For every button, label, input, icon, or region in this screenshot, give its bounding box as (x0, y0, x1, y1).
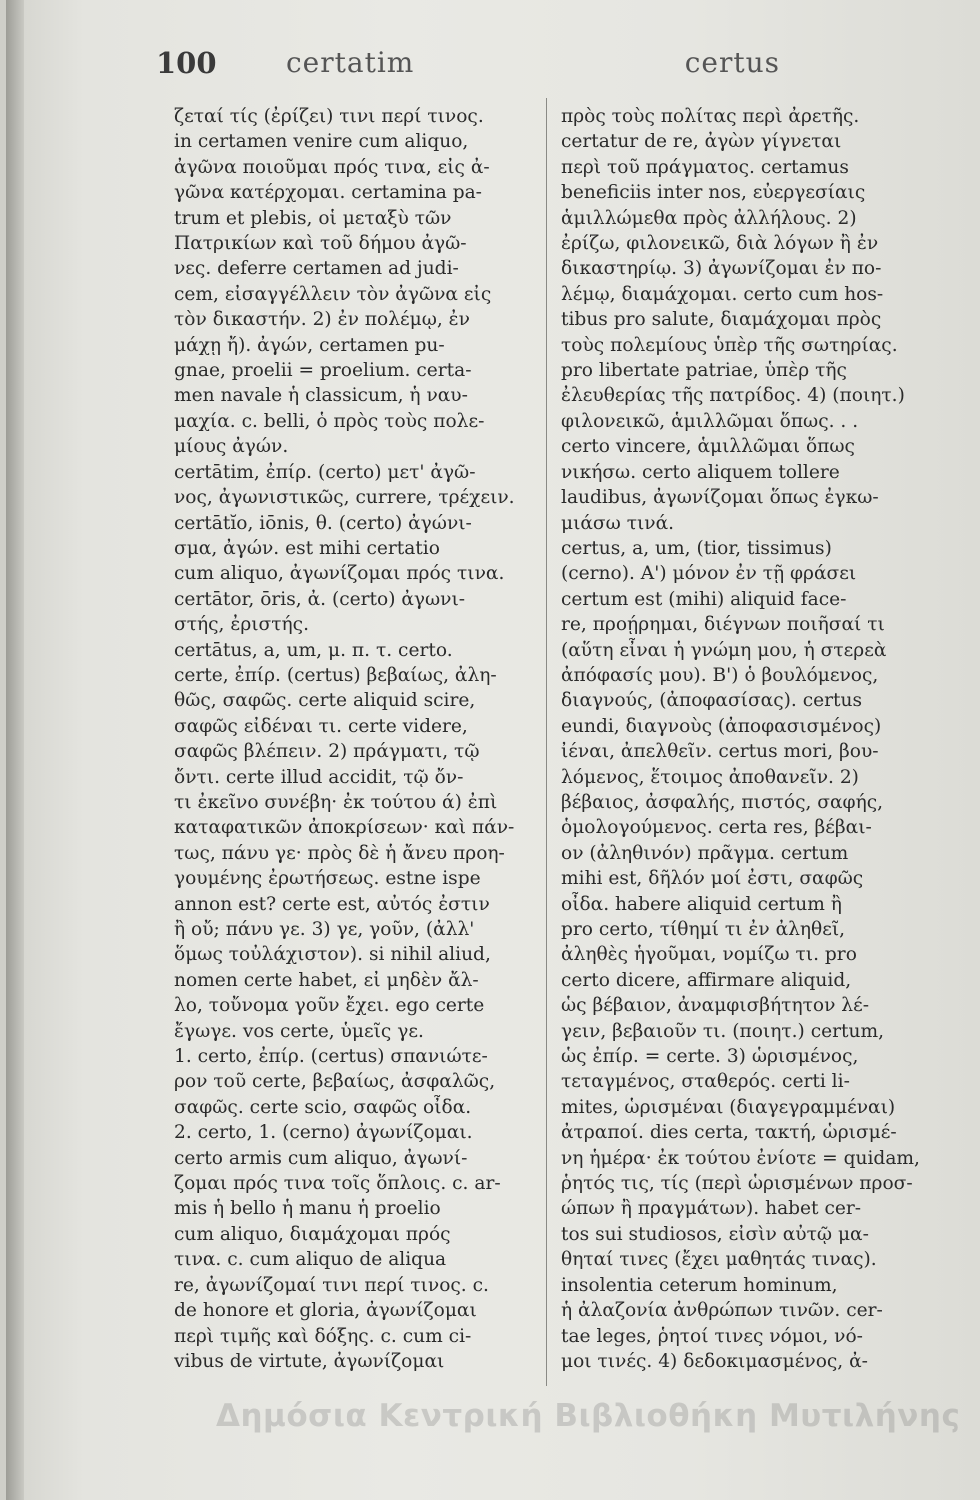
text-line: certo armis cum aliquo, ἀγωνί- (174, 1147, 468, 1169)
text-line: θηταί τινες (ἔχει μαθητάς τινας). (561, 1249, 877, 1271)
text-line: 2. certo, 1. (cerno) ἀγωνίζομαι. (174, 1122, 473, 1144)
text-line: pro libertate patriae, ὑπὲρ τῆς (561, 360, 847, 382)
text-line: γῶνα κατέρχομαι. certamina pa- (174, 182, 482, 204)
text-line: νες. deferre certamen ad judi- (174, 258, 459, 280)
text-line: certatur de re, ἀγὼν γίγνεται (561, 131, 842, 153)
text-line: certātim, ἐπίρ. (certo) μετ' ἀγῶ- (174, 461, 476, 483)
library-watermark: Δημόσια Κεντρική Βιβλιοθήκη Μυτιλήνης (216, 1398, 961, 1434)
text-line: τὸν δικαστήν. 2) ἐν πολέμῳ, ἐν (174, 309, 470, 331)
text-line: cem, εἰσαγγέλλειν τὸν ἀγῶνα εἰς (174, 283, 492, 305)
text-line: ώπων ἢ πραγμάτων). habet cer- (561, 1198, 862, 1220)
text-line: Πατρικίων καὶ τοῦ δήμου ἀγῶ- (174, 233, 467, 255)
text-line: cum aliquo, διαμάχομαι πρός (174, 1223, 451, 1245)
page-number: 100 (156, 46, 217, 80)
text-line: annon est? certe est, αὐτός ἐστιν (174, 893, 490, 915)
text-line: laudibus, ἀγωνίζομαι ὅπως ἐγκω- (561, 487, 879, 509)
text-line: ἀληθὲς ἡγοῦμαι, νομίζω τι. pro (561, 944, 857, 966)
text-line: vibus de virtute, ἀγωνίζομαι (174, 1350, 445, 1372)
text-line: (αὕτη εἶναι ἡ γνώμη μου, ἡ στερεὰ (561, 639, 887, 661)
text-line: περὶ τιμῆς καὶ δόξης. c. cum ci- (174, 1325, 472, 1347)
text-line: ζεταί τίς (ἐρίζει) τινι περί τινος. (174, 106, 484, 127)
text-line: certum est (mihi) aliquid face- (561, 588, 847, 610)
text-line: ῥητός τις, τίς (περὶ ὡρισμένων προσ- (561, 1173, 913, 1195)
text-line: νη ἡμέρα· ἐκ τούτου ἐνίοτε = quidam, (561, 1147, 920, 1169)
text-line: ἁμιλλώμεθα πρὸς ἀλλήλους. 2) (561, 207, 857, 229)
text-line: ἐλευθερίας τῆς πατρίδος. 4) (ποιητ.) (561, 385, 905, 407)
text-line: gnae, proelii = proelium. certa- (174, 360, 472, 382)
text-line: certe, ἐπίρ. (certus) βεβαίως, ἀλη- (174, 664, 497, 686)
text-line: οἶδα. habere aliquid certum ἢ (561, 893, 842, 915)
text-line: men navale ἡ classicum, ἡ ναυ- (174, 385, 468, 407)
text-line: tibus pro salute, διαμάχομαι πρὸς (561, 309, 882, 331)
text-line: ὄντι. certe illud accidit, τῷ ὄν- (174, 766, 464, 788)
text-line: in certamen venire cum aliquo, (174, 131, 469, 153)
text-line: re, προῄρημαι, διέγνων ποιῆσαί τι (561, 614, 885, 636)
text-line: ἰέναι, ἀπελθεῖν. certus mori, βου- (561, 741, 879, 763)
text-line: γουμένης ἐρωτήσεως. estne ispe (174, 868, 481, 890)
right-guide-word: certus (684, 46, 780, 79)
text-line: σαφῶς. certe scio, σαφῶς οἶδα. (174, 1096, 472, 1118)
text-line: σαφῶς βλέπειν. 2) πράγματι, τῷ (174, 741, 480, 763)
text-line: (cerno). Α') μόνον ἐν τῇ φράσει (561, 563, 857, 585)
text-line: certo dicere, affirmare aliquid, (561, 969, 852, 991)
text-line: τοὺς πολεμίους ὑπὲρ τῆς σωτηρίας. (561, 334, 898, 356)
text-line: ον (ἀληθινόν) πρᾶγμα. certum (561, 842, 849, 864)
text-line: στής, ἐριστής. (174, 614, 309, 636)
text-line: mis ἡ bello ἡ manu ἡ proelio (174, 1198, 441, 1220)
text-line: ὅμως τοὐλάχιστον). si nihil aliud, (174, 944, 491, 966)
text-line: ἀτραποί. dies certa, τακτή, ὡρισμέ- (561, 1122, 897, 1144)
text-line: mites, ὡρισμέναι (διαγεγραμμέναι) (561, 1096, 896, 1118)
text-line: de honore et gloria, ἀγωνίζομαι (174, 1300, 477, 1322)
text-line: certus, a, um, (tior, tissimus) (561, 537, 832, 559)
text-line: καταφατικῶν ἀποκρίσεων· καὶ πάν- (174, 817, 515, 839)
column-divider (546, 98, 547, 1386)
text-line: ὡς βέβαιον, ἀναμφισβήτητον λέ- (561, 995, 869, 1017)
text-line: nomen certe habet, εἰ μηδὲν ἄλ- (174, 969, 479, 991)
text-line: τινα. c. cum aliquo de aliqua (174, 1249, 447, 1271)
text-line: trum et plebis, οἱ μεταξὺ τῶν (174, 207, 452, 229)
text-line: τως, πάνυ γε· πρὸς δὲ ἡ ἄνευ προη- (174, 842, 505, 864)
left-text-column (174, 104, 542, 1374)
text-line: ρον τοῦ certe, βεβαίως, ἀσφαλῶς, (174, 1071, 496, 1093)
text-line: insolentia ceterum hominum, (561, 1274, 838, 1296)
text-line: διαγνούς, (ἀποφασίσας). certus (561, 690, 863, 712)
text-line: re, ἀγωνίζομαί τινι περί τινος. c. (174, 1274, 489, 1296)
text-line: λέμῳ, διαμάχομαι. certo cum hos- (561, 283, 884, 305)
text-line: πρὸς τοὺς πολίτας περὶ ἀρετῆς. (561, 106, 860, 127)
right-text-column (561, 104, 929, 1374)
text-line: ἐρίζω, φιλονεικῶ, διὰ λόγων ἢ ἐν (561, 233, 879, 255)
text-line: μαχία. c. belli, ὁ πρὸς τοὺς πολε- (174, 410, 485, 432)
text-line: μιάσω τινά. (561, 512, 675, 534)
text-line: τι ἐκεῖνο συνέβη· ἐκ τούτου ά) ἐπὶ (174, 791, 498, 813)
text-line: cum aliquo, ἀγωνίζομαι πρός τινα. (174, 563, 505, 585)
text-line: certātor, ōris, ἀ. (certo) ἀγωνι- (174, 588, 466, 610)
page-header (156, 46, 800, 96)
text-line: φιλονεικῶ, ἁμιλλῶμαι ὅπως. . . (561, 410, 859, 432)
text-line: ἀπόφασίς μου). Β') ὁ βουλόμενος, (561, 664, 879, 686)
text-line: μίους ἀγών. (174, 436, 289, 458)
text-line: τεταγμένος, σταθερός. certi li- (561, 1071, 850, 1093)
text-line: σμα, ἀγών. est mihi certatio (174, 537, 440, 559)
text-line: certo vincere, ἁμιλλῶμαι ὅπως (561, 436, 855, 458)
text-line: certātĭo, iōnis, θ. (certo) ἀγώνι- (174, 512, 472, 534)
text-line: θῶς, σαφῶς. certe aliquid scire, (174, 690, 476, 712)
text-line: μοι τινές. 4) δεδοκιμασμένος, ἀ- (561, 1350, 868, 1372)
left-guide-word: certatim (286, 46, 415, 79)
text-line: 1. certo, ἐπίρ. (certus) σπανιώτε- (174, 1046, 488, 1068)
text-line: ἀγῶνα ποιοῦμαι πρός τινα, εἰς ἀ- (174, 156, 490, 178)
text-line: γειν, βεβαιοῦν τι. (ποιητ.) certum, (561, 1020, 885, 1042)
text-line: ἡ ἀλαζονία ἀνθρώπων τινῶν. cer- (561, 1300, 883, 1322)
scanned-page (6, 0, 980, 1500)
text-line: δικαστηρίῳ. 3) ἀγωνίζομαι ἐν πο- (561, 258, 882, 280)
text-line: eundi, διαγνοὺς (ἀποφασισμένος) (561, 715, 882, 737)
text-line: λο, τοὔνομα γοῦν ἔχει. ego certe (174, 995, 485, 1017)
text-line: λόμενος, ἕτοιμος ἀποθανεῖν. 2) (561, 766, 859, 788)
text-line: νικήσω. certo aliquem tollere (561, 461, 840, 483)
text-line: ἔγωγε. vos certe, ὑμεῖς γε. (174, 1020, 424, 1042)
text-line: νος, ἀγωνιστικῶς, currere, τρέχειν. (174, 487, 515, 509)
text-line: ὡς ἐπίρ. = certe. 3) ὡρισμένος, (561, 1046, 859, 1068)
text-line: certātus, a, um, μ. π. τ. certo. (174, 639, 453, 661)
text-line: beneficiis inter nos, εὐεργεσίαις (561, 182, 866, 204)
text-line: pro certo, τίθημί τι ἐν ἀληθεῖ, (561, 919, 846, 940)
book-binding-edge (6, 0, 24, 1500)
text-line: tae leges, ῥητοί τινες νόμοι, νό- (561, 1325, 863, 1347)
text-line: ἢ οὔ; πάνυ γε. 3) γε, γοῦν, (ἀλλ' (174, 919, 475, 940)
text-line: μάχῃ ἤ). ἀγών, certamen pu- (174, 334, 445, 356)
text-line: ὁμολογούμενος. certa res, βέβαι- (561, 817, 872, 839)
text-line: σαφῶς εἰδέναι τι. certe videre, (174, 715, 468, 737)
text-line: ζομαι πρός τινα τοῖς ὅπλοις. c. ar- (174, 1173, 501, 1195)
text-line: tos sui studiosos, εἰσὶν αὐτῷ μα- (561, 1223, 869, 1245)
text-line: περὶ τοῦ πράγματος. certamus (561, 156, 849, 178)
text-line: mihi est, δῆλόν μοί ἐστι, σαφῶς (561, 868, 864, 890)
text-line: βέβαιος, ἀσφαλής, πιστός, σαφής, (561, 791, 884, 813)
